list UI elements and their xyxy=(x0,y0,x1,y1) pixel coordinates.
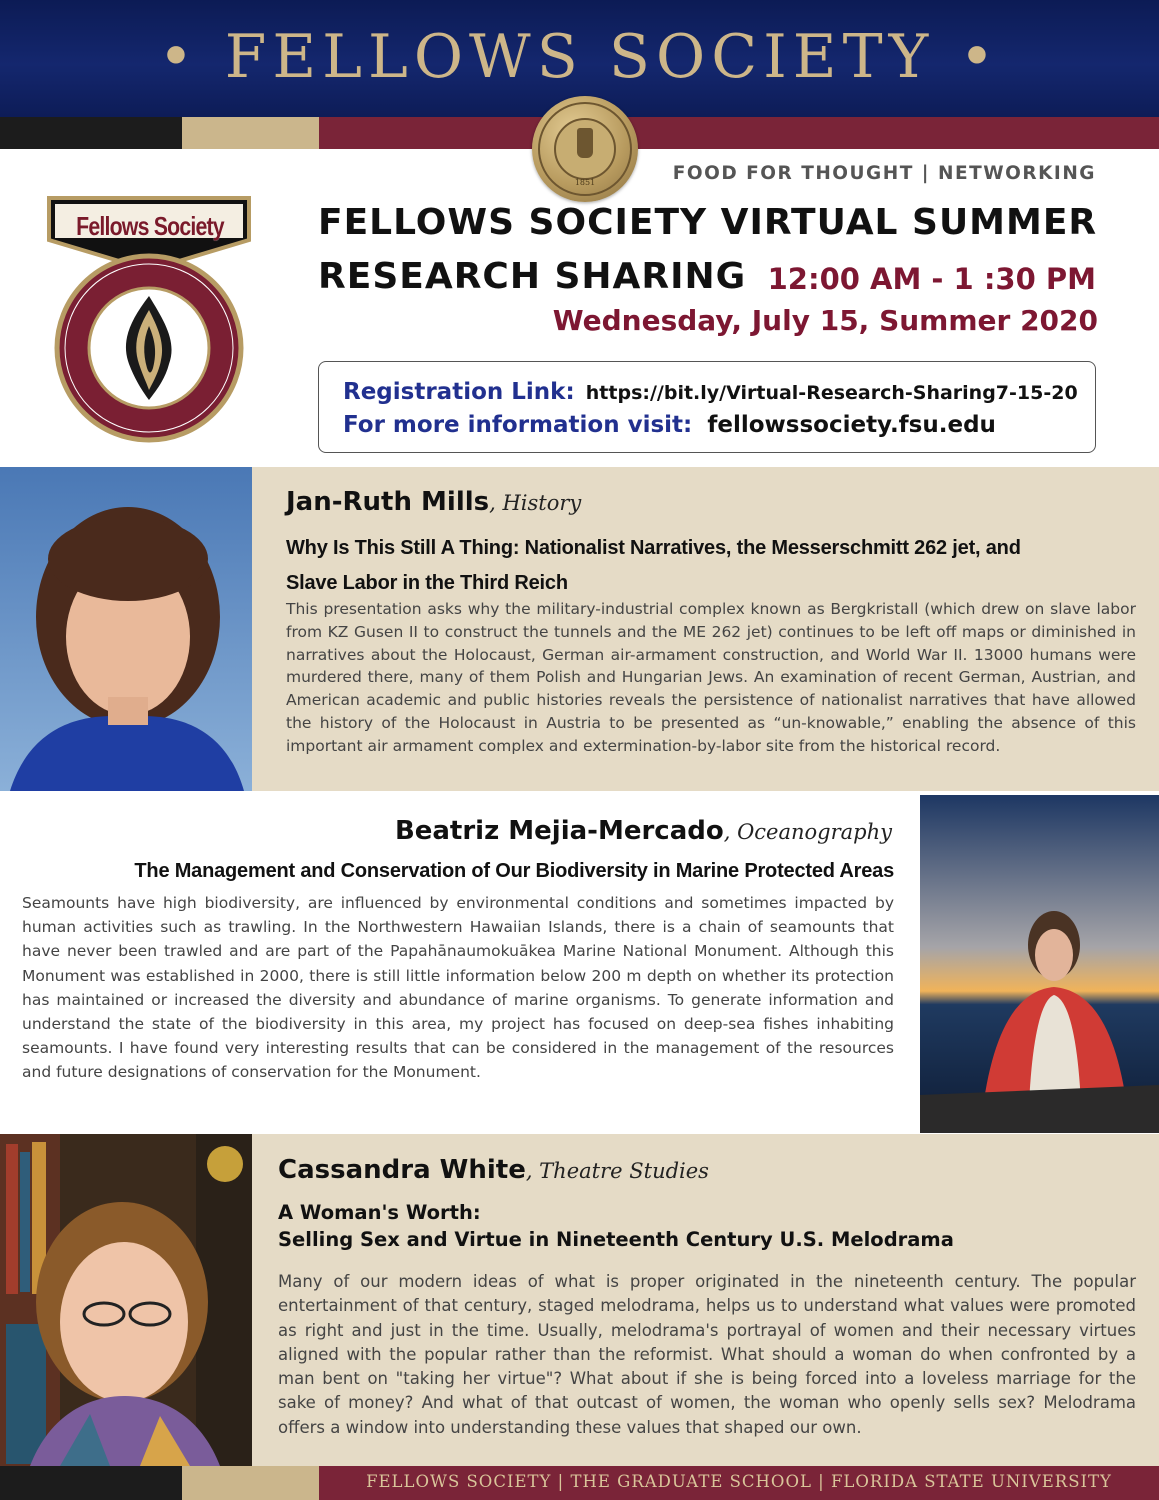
registration-label: Registration Link: xyxy=(343,379,575,405)
talk-title-3-line2: Selling Sex and Virtue in Nineteenth Century U.S. Melodrama xyxy=(278,1228,954,1251)
speaker-photo-white xyxy=(0,1134,252,1466)
talk-title-1-line1: Why Is This Still A Thing: Nationalist Narratives, the Messerschmitt 262 jet, and xyxy=(286,537,1021,559)
event-title-line2: RESEARCH SHARING xyxy=(318,256,747,297)
stripe-gold xyxy=(182,117,319,149)
event-time: 12:00 AM - 1 :30 PM xyxy=(767,262,1096,296)
more-info-link[interactable]: fellowssociety.fsu.edu xyxy=(707,412,996,438)
stripe-black xyxy=(0,117,182,149)
talk-title-1-line2: Slave Labor in the Third Reich xyxy=(286,572,568,594)
abstract-1: This presentation asks why the military-industrial complex known as Bergkristall (which drew on slave labor from KZ Gusen II to construct the tunnels and the ME 262 jet) continues to be left off maps or diminished in narratives about the Holocaust, German air-armament construction, and World War II. 13000 humans were murdered there, many of them Polish and Hungarian Jews. An examination of recent German, Austrian, and American academic and public histories reveals the persistence of nationalist narratives that have allowed the history of the Holocaust in Austria to be presented as “un-knowable,” enabling the absence of this important air armament complex and extermination-by-labor site from the historical record. xyxy=(286,600,1136,755)
talk-title-1 xyxy=(286,531,1116,601)
speaker-photo-mejia-mercado xyxy=(920,795,1159,1133)
speaker-name-3 xyxy=(278,1155,709,1185)
event-tagline: FOOD FOR THOUGHT | NETWORKING xyxy=(672,163,1096,184)
event-date: Wednesday, July 15, Summer 2020 xyxy=(552,304,1098,337)
speaker-name-2 xyxy=(300,816,892,846)
talk-title-2 xyxy=(22,858,894,884)
talk-title-2-line1: The Management and Conservation of Our Biodiversity in Marine Protected Areas xyxy=(134,860,894,882)
speaker-name-2-text: Beatriz Mejia-Mercado xyxy=(394,816,724,846)
registration-link[interactable]: https://bit.ly/Virtual-Research-Sharing7-15-20 xyxy=(585,382,1078,404)
stripe-garnet xyxy=(319,117,1159,149)
speaker-dept-3: , Theatre Studies xyxy=(525,1159,709,1183)
abstract-3: Many of our modern ideas of what is proper originated in the nineteenth century. The popular entertainment of that century, staged melodrama, helps us to understand what values were promoted as right and just in the time. Usually, melodrama's portrayal of women and their necessary virtues aligned with the popular rather than the reformist. What should a woman do when confronted by a man bent on "taking her virtue"? What about if she is being forced into a loveless marriage for the sake of money? And what of that outcast of women, the woman who openly sells sex? Melodrama offers a window into understanding these values that shaped our own. xyxy=(278,1272,1136,1437)
info-box xyxy=(318,361,1096,453)
abstract-2: Seamounts have high biodiversity, are influenced by environmental conditions and sometimes impacted by human activities such as trawling. In the Northwestern Hawaiian Islands, there is a chain of seamounts that have never been trawled and are part of the Papahānaumokuākea Marine National Monument. Although this Monument was established in 2000, there is still little information below 200 m depth on whether its protection has maintained or increased the diversity and abundance of marine organisms. To generate information and understand the state of the biodiversity in this area, my project has focused on deep-sea fishes inhabiting seamounts. I have found very interesting results that can be considered in the management of the resources and future designations of conservation for the Monument. xyxy=(22,894,894,1082)
speaker-name-3-text: Cassandra White xyxy=(278,1155,526,1185)
badge-label: Fellows Society xyxy=(76,211,224,241)
speaker-dept-1: , History xyxy=(489,491,582,515)
banner-title: • FELLOWS SOCIETY • xyxy=(158,22,1001,92)
seal-year: 1851 xyxy=(574,178,596,187)
university-seal xyxy=(532,96,638,202)
event-title-line1: FELLOWS SOCIETY VIRTUAL SUMMER xyxy=(318,202,1098,243)
speaker-photo-mills xyxy=(0,467,252,791)
speaker-name-1-text: Jan-Ruth Mills xyxy=(286,487,490,517)
footer-text: FELLOWS SOCIETY | THE GRADUATE SCHOOL | FLORIDA STATE UNIVERSITY xyxy=(366,1472,1112,1491)
talk-title-3 xyxy=(278,1199,1138,1253)
footer-stripe-black xyxy=(0,1466,182,1500)
speaker-name-1 xyxy=(286,487,581,517)
more-info-label: For more information visit: xyxy=(343,412,693,438)
footer-stripe-gold xyxy=(182,1466,319,1500)
speaker-dept-2: , Oceanography xyxy=(723,820,892,844)
more-info-line xyxy=(343,412,996,438)
talk-title-3-line1: A Woman's Worth: xyxy=(278,1201,481,1224)
torch-icon xyxy=(577,128,593,158)
registration-line xyxy=(343,379,1078,405)
